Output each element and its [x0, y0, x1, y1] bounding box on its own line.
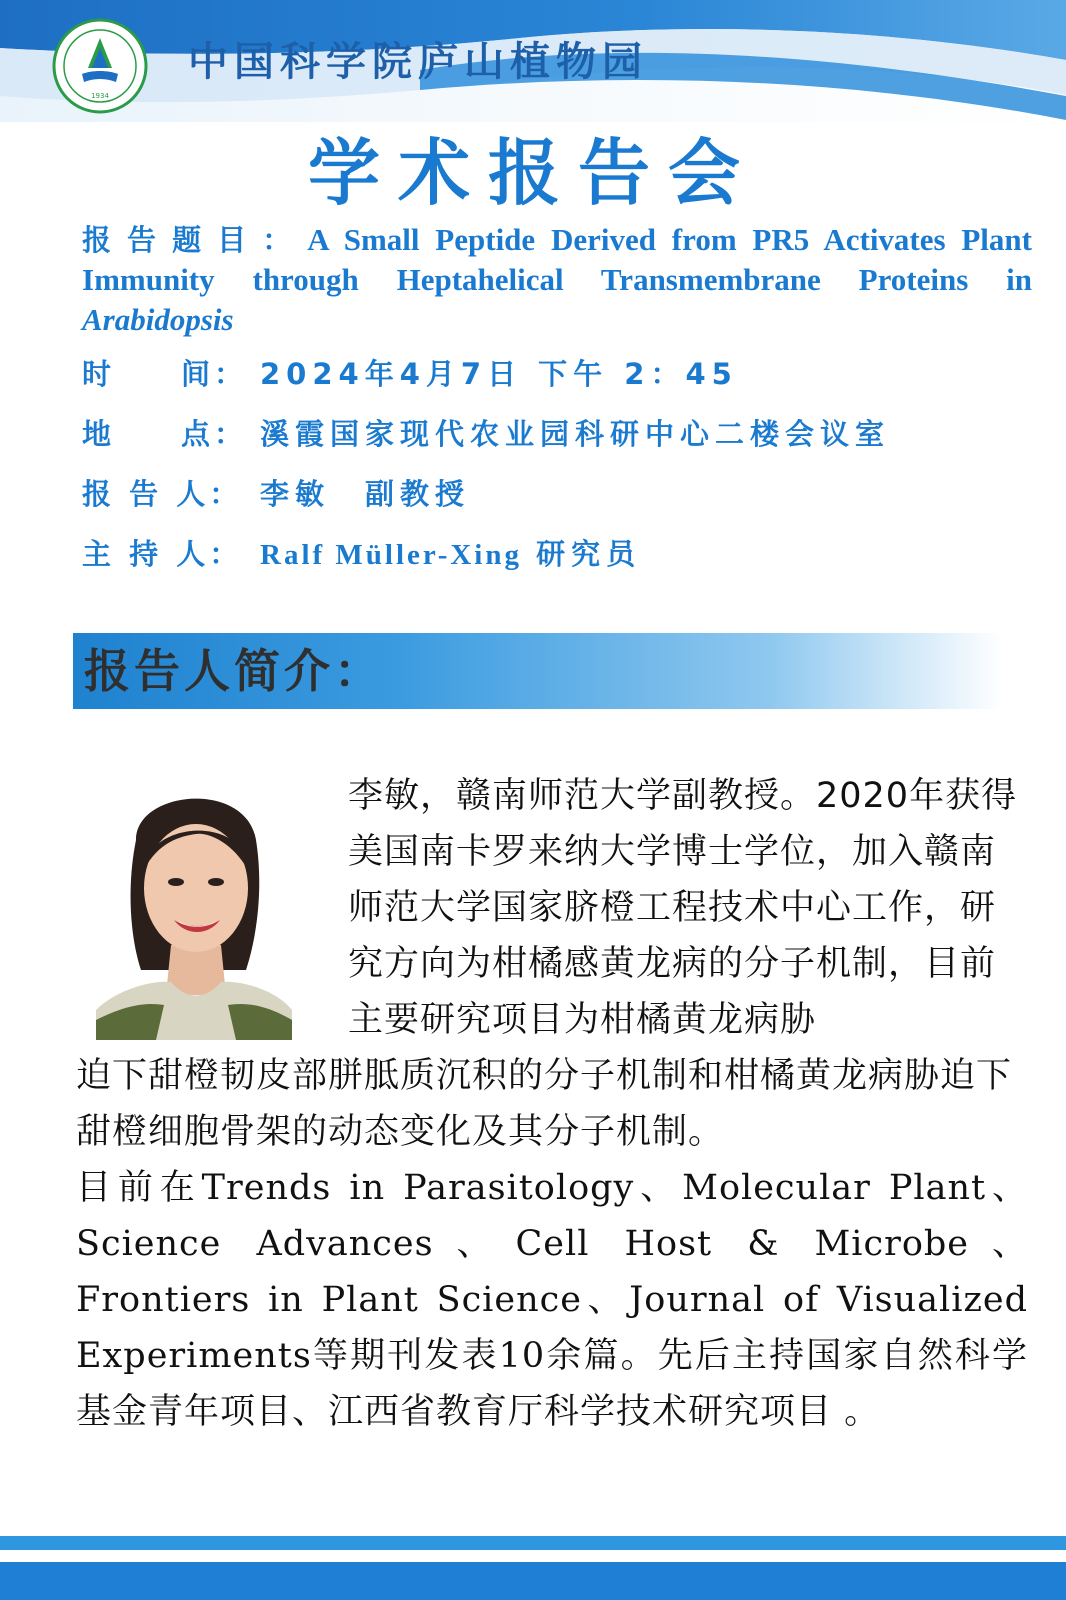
section-title: 报告人简介： [84, 644, 384, 698]
footer-stripe-thick [0, 1562, 1066, 1600]
host-name: Ralf Müller-Xing [260, 539, 522, 571]
speaker-portrait [96, 770, 292, 1040]
page-title: 学术报告会 [307, 131, 758, 215]
speaker-value: 李敏 副教授 [260, 477, 471, 511]
speaker-row [82, 472, 470, 513]
logo-year: 1934 [91, 92, 109, 100]
time-row [82, 352, 738, 393]
footer-stripe-thin [0, 1536, 1066, 1550]
speaker-label: 报 告 人： [82, 477, 243, 511]
bio-publications: 目前在Trends in Parasitology、Molecular Plant、Science Advances、Cell Host & Microbe、Frontiers in Plant Science、Journal of Visualized Experiments等期刊发表10余篇。先后主持国家自然科学基金青年项目、江西省教育厅科学技术研究项目 。 [76, 1168, 1028, 1432]
host-title: 研究员 [536, 537, 642, 571]
institution-name: 中国科学院庐山植物园 [188, 38, 648, 85]
bio-continued [76, 1048, 1028, 1440]
topic-text: A Small Peptide Derived from PR5 Activates Plant Immunity through Heptahelical Transmembrane Proteins in [82, 222, 1032, 297]
time-label: 时 间： [82, 357, 248, 391]
bio-paragraph-top: 李敏，赣南师范大学副教授。2020年获得美国南卡罗来纳大学博士学位，加入赣南师范大学国家脐橙工程技术中心工作，研究方向为柑橘感黄龙病的分子机制，目前主要研究项目为柑橘黄龙病胁 [348, 776, 1018, 1040]
place-row [82, 412, 890, 453]
place-value: 溪霞国家现代农业园科研中心二楼会议室 [260, 417, 891, 451]
place-label: 地 点： [82, 417, 248, 451]
host-row [82, 532, 641, 573]
topic-italic: Arabidopsis [82, 302, 234, 337]
report-topic [82, 220, 1032, 340]
logo-emblem-icon [52, 18, 148, 114]
bio-paragraph-bottom: 迫下甜橙韧皮部胼胝质沉积的分子机制和柑橘黄龙病胁迫下甜橙细胞骨架的动态变化及其分子机制。 [76, 1056, 1013, 1152]
host-label: 主 持 人： [82, 537, 243, 571]
time-value: 2024年4月7日 下午 2：45 [260, 357, 738, 391]
topic-label: 报告题目： [82, 223, 308, 257]
